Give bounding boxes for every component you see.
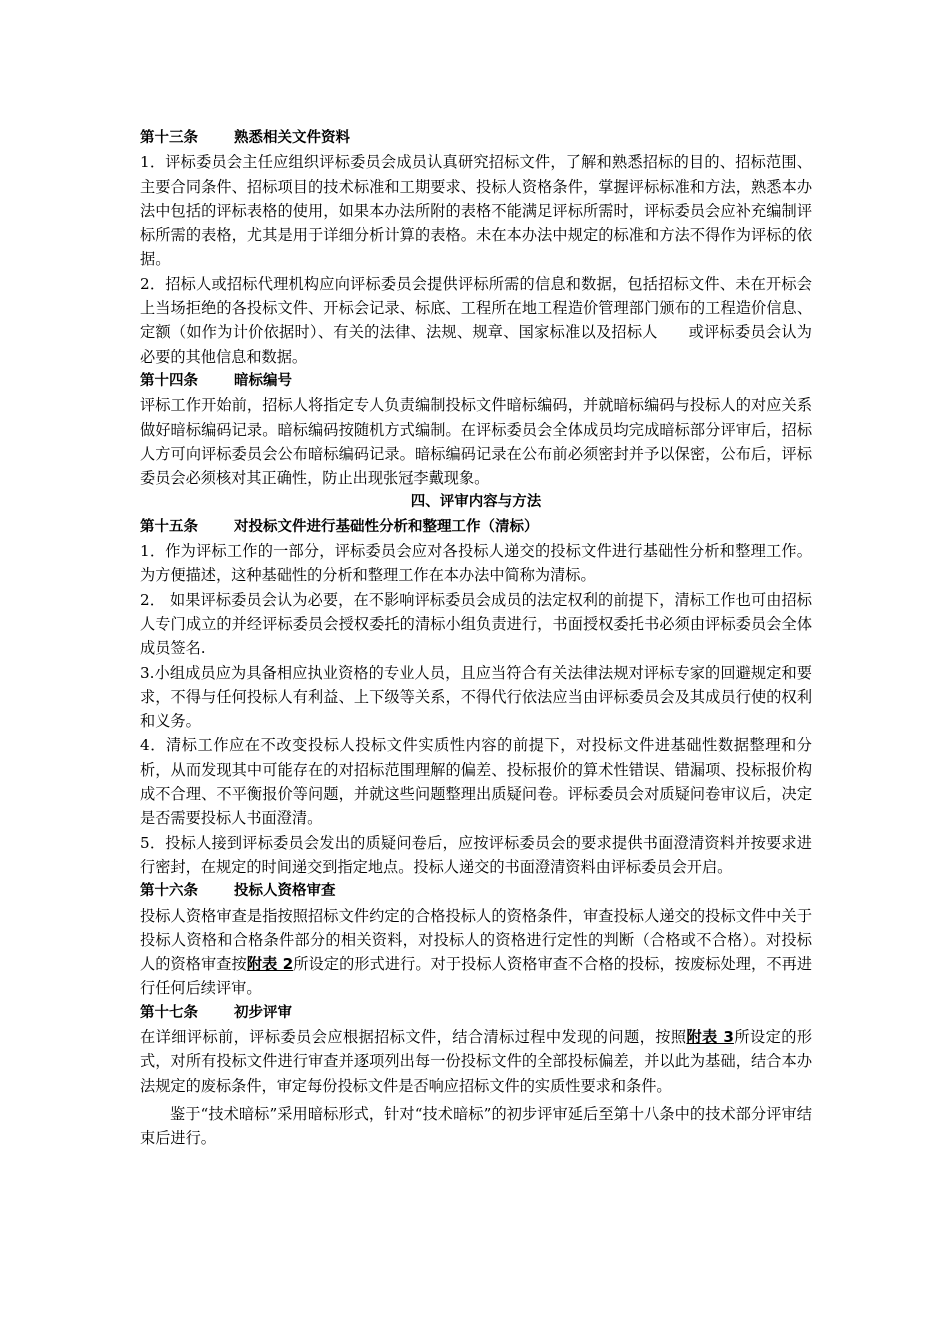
appendix-2-reference: 附表 2: [246, 955, 294, 974]
appendix-3-reference: 附表 3: [686, 1027, 734, 1046]
section-4-title: 四、评审内容与方法: [410, 494, 542, 511]
document-page: [140, 126, 812, 1150]
article-number: 第十四条: [140, 372, 198, 389]
article-17-paragraph-1: [140, 1025, 812, 1098]
article-title: 初步评审: [234, 1004, 292, 1021]
article-number: 第十六条: [140, 883, 198, 900]
article-title: 对投标文件进行基础性分析和整理工作（清标）: [234, 518, 539, 535]
article-15-heading: [140, 515, 812, 539]
article-17-heading: [140, 1001, 812, 1025]
paragraph-text: 所设定的形式，对所有投标文件进行审查并逐项列出每一份投标文件的全部投标偏差，并以此为基础，结合本办法规定的废标条件，审定每份投标文件是否响应招标文件的实质性要求和条件。: [140, 1027, 813, 1095]
article-title: 熟悉相关文件资料: [234, 130, 350, 146]
article-13-paragraph-1: 1．评标委员会主任应组织评标委员会成员认真研究招标文件，了解和熟悉招标的目的、招标范围、主要合同条件、招标项目的技术标准和工期要求、投标人资格条件，掌握评标标准和方法，熟悉本办法中包括的评标表格的使用，如果本办法所附的表格不能满足评标所需时，评标委员会应补充编制评标所需的表格，尤其是用于详细分析计算的表格。未在本办法中规定的标准和方法不得作为评标的依据。: [140, 153, 812, 269]
article-16-paragraph-1: [140, 904, 812, 1001]
article-14-heading: [140, 369, 812, 393]
article-number: 第十五条: [140, 518, 198, 535]
article-15-paragraph-2: 2． 如果评标委员会认为必要，在不影响评标委员会成员的法定权利的前提下，清标工作也可由招标人专门成立的并经评标委员会授权委托的清标小组负责进行，书面授权委托书必须由评标委员会全体成员签名.: [140, 590, 812, 658]
article-17-paragraph-2: 鉴于“技术暗标”采用暗标形式，针对“技术暗标”的初步评审延后至第十八条中的技术部分评审结束后进行。: [140, 1104, 812, 1148]
article-15-paragraph-3: 3.小组成员应为具备相应执业资格的专业人员，且应当符合有关法律法规对评标专家的回避规定和要求，不得与任何投标人有利益、上下级等关系，不得代行依法应当由评标委员会及其成员行使的权利和义务。: [140, 663, 812, 731]
article-15-paragraph-4: 4．清标工作应在不改变投标人投标文件实质性内容的前提下，对投标文件进基础性数据整理和分析，从而发现其中可能存在的对招标范围理解的偏差、投标报价的算术性错误、错漏项、投标报价构成不合理、不平衡报价等问题，并就这些问题整理出质疑问卷。评标委员会对质疑问卷审议后，决定是否需要投标人书面澄清。: [140, 736, 812, 828]
article-number: 第十三条: [140, 130, 198, 146]
paragraph-text: 所设定的形式进行。对于投标人资格审查不合格的投标，按废标处理，不再进行任何后续评审。: [140, 955, 813, 998]
article-13-heading: [140, 126, 812, 150]
article-16-heading: [140, 879, 812, 903]
paragraph-text: 投标人资格审查是指按照招标文件约定的合格投标人的资格条件，审查投标人递交的投标文件中关于投标人资格和合格条件部分的相关资料，对投标人的资格进行定性的判断（合格或不合格）。对投标人的资格审查按: [140, 906, 812, 974]
article-title: 投标人资格审查: [234, 883, 336, 900]
article-15-paragraph-5: 5．投标人接到评标委员会发出的质疑问卷后，应按评标委员会的要求提供书面澄清资料并按要求进行密封，在规定的时间递交到指定地点。投标人递交的书面澄清资料由评标委员会开启。: [140, 833, 812, 876]
article-15-paragraph-1: 1．作为评标工作的一部分，评标委员会应对各投标人递交的投标文件进行基础性分析和整理工作。为方便描述，这种基础性的分析和整理工作在本办法中简称为清标。: [140, 542, 812, 585]
article-13-paragraph-2: 2．招标人或招标代理机构应向评标委员会提供评标所需的信息和数据，包括招标文件、未在开标会上当场拒绝的各投标文件、开标会记录、标底、工程所在地工程造价管理部门颁布的工程造价信息、定额（如作为计价依据时）、有关的法律、法规、规章、国家标准以及招标人 或评标委员会认为必要的其他信息和数据。: [140, 274, 812, 366]
article-number: 第十七条: [140, 1004, 198, 1021]
article-title: 暗标编号: [234, 372, 292, 389]
article-14-paragraph-1: 评标工作开始前，招标人将指定专人负责编制投标文件暗标编码，并就暗标编码与投标人的对应关系做好暗标编码记录。暗标编码按随机方式编制。在评标委员会全体成员均完成暗标部分评审后，招标人方可向评标委员会公布暗标编码记录。暗标编码记录在公布前必须密封并予以保密，公布后，评标委员会必须核对其正确性，防止出现张冠李戴现象。: [140, 396, 812, 488]
paragraph-text: 在详细评标前，评标委员会应根据招标文件，结合清标过程中发现的问题，按照: [140, 1027, 687, 1046]
